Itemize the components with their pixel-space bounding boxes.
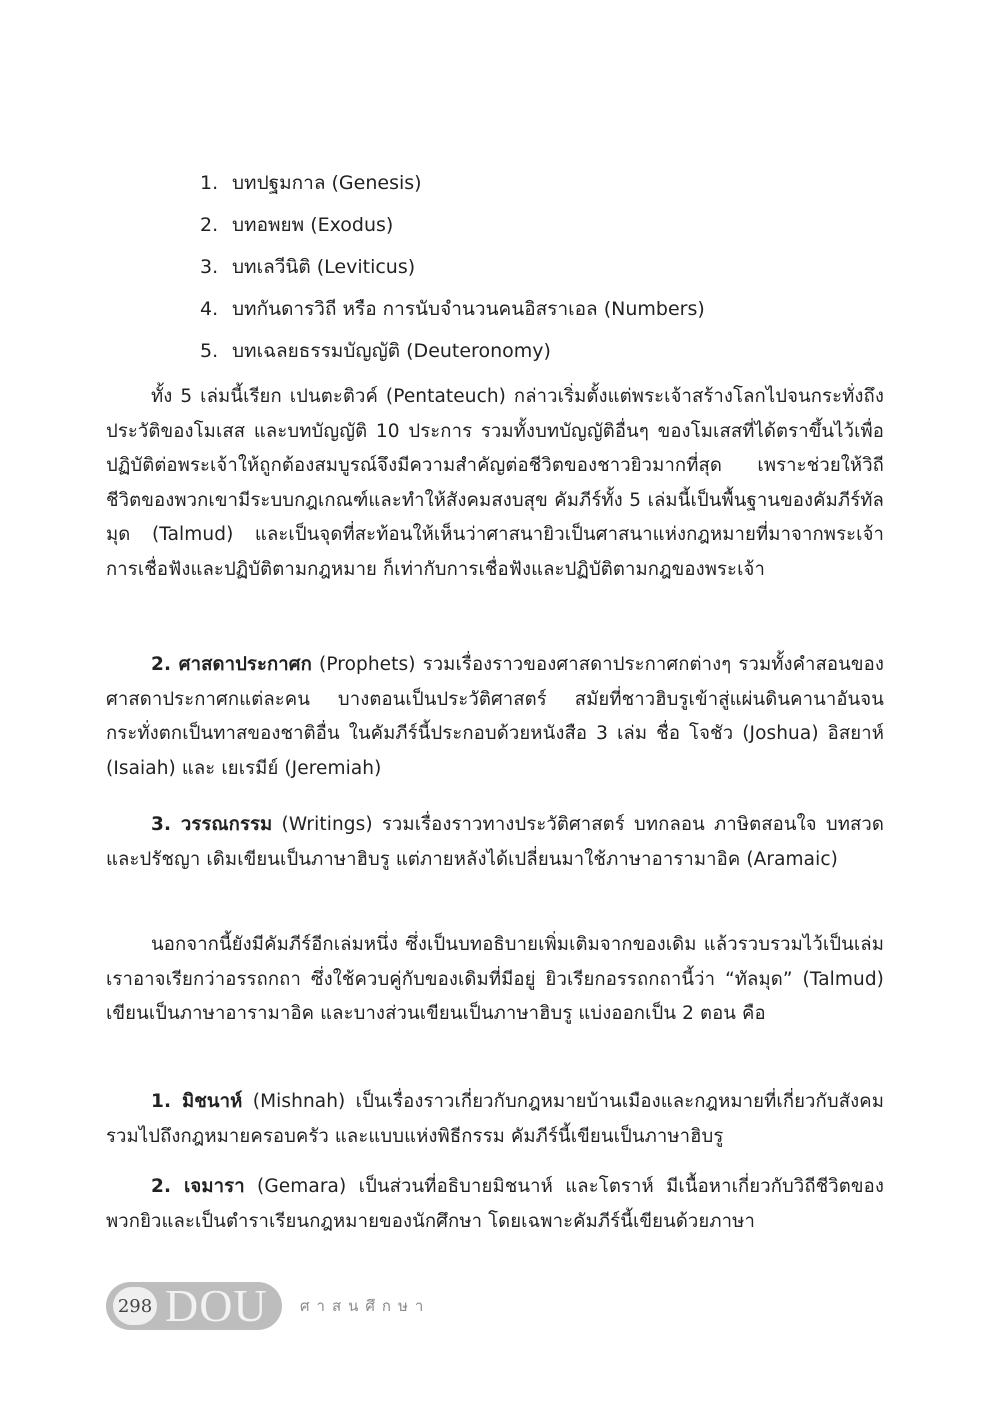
prophets-heading: 2. ศาสดาประกาศก: [151, 654, 312, 675]
gemara-paragraph: 2. เจมารา (Gemara) เป็นส่วนที่อธิบายมิชนาห์ และโตราห์ มีเนื้อหาเกี่ยวกับวิถีชีวิตของพวกยิวและเป็นตำราเรียนกฎหมายของนักศึกษา โดยเฉพาะคัมภีร์นี้เขียนด้วยภาษา: [106, 1176, 884, 1232]
pentateuch-paragraph-block: [106, 380, 884, 587]
list-item: 5. บทเฉลยธรรมบัญญัติ (Deuteronomy): [200, 340, 551, 362]
mishnah-paragraph: 1. มิชนาห์ (Mishnah) เป็นเรื่องราวเกี่ยวกับกฎหมายบ้านเมืองและกฎหมายที่เกี่ยวกับสังคม รวมไปถึงกฎหมายครอบครัว และแบบแห่งพิธีกรรม คัมภีร์นี้เขียนเป็นภาษาฮิบรู: [106, 1091, 884, 1147]
writings-paragraph-block: [106, 808, 884, 877]
dou-badge: [106, 1282, 282, 1330]
prophets-paragraph: 2. ศาสดาประกาศก (Prophets) รวมเรื่องราวของศาสดาประกาศกต่างๆ รวมทั้งคำสอนของศาสดาประกาศกแต่ละคน บางตอนเป็นประวัติศาสตร์ สมัยที่ชาวฮิบรูเข้าสู่แผ่นดินคานาอันจนกระทั่งตกเป็นทาสของชาติอื่น ในคัมภีร์นี้ประกอบด้วยหนังสือ 3 เล่ม ชื่อ โจชัว (Joshua) อิสยาห์ (Isaiah) และ เยเรมีย์ (Jeremiah): [106, 654, 884, 779]
list-item: 2. บทอพยพ (Exodus): [200, 214, 394, 236]
writings-heading: 3. วรรณกรรม: [151, 814, 273, 835]
list-item: 1. บทปฐมกาล (Genesis): [200, 172, 422, 194]
gemara-heading: 2. เจมารา: [151, 1176, 245, 1197]
mishnah-paragraph-block: [106, 1085, 884, 1154]
course-name: ศาสนศึกษา: [300, 1297, 431, 1315]
pentateuch-paragraph: ทั้ง 5 เล่มนี้เรียก เปนตะติวค์ (Pentateuch) กล่าวเริ่มตั้งแต่พระเจ้าสร้างโลกไปจนกระทั่งถึงประวัติของโมเสส และบทบัญญัติ 10 ประการ รวมทั้งบทบัญญัติอื่นๆ ของโมเสสที่ได้ตราขึ้นไว้เพื่อปฏิบัติต่อพระเจ้าให้ถูกต้องสมบูรณ์จึงมีความสำคัญต่อชีวิตของชาวยิวมากที่สุด เพราะช่วยให้วิถีชีวิตของพวกเขามีระบบกฎเกณฑ์และทำให้สังคมสงบสุข คัมภีร์ทั้ง 5 เล่มนี้เป็นพื้นฐานของคัมภีร์ทัลมุด (Talmud) และเป็นจุดที่สะท้อนให้เห็นว่าศาสนายิวเป็นศาสนาแห่งกฎหมายที่มาจากพระเจ้า การเชื่อฟังและปฏิบัติตามกฎหมาย ก็เท่ากับการเชื่อฟังและปฏิบัติตามกฎของพระเจ้า: [106, 386, 884, 580]
writings-paragraph: 3. วรรณกรรม (Writings) รวมเรื่องราวทางประวัติศาสตร์ บทกลอน ภาษิตสอนใจ บทสวด และปรัชญา เดิมเขียนเป็นภาษาฮิบรู แต่ภายหลังได้เปลี่ยนมาใช้ภาษาอารามาอิค (Aramaic): [106, 814, 884, 870]
page-number: 298: [113, 1287, 157, 1325]
mishnah-heading: 1. มิชนาห์: [151, 1091, 243, 1112]
page-footer: [106, 1282, 430, 1330]
list-item: 4. บทกันดารวิถี หรือ การนับจำนวนคนอิสราเอล (Numbers): [200, 298, 705, 320]
talmud-paragraph-block: [106, 928, 884, 1032]
dou-logo: DOU: [165, 1280, 268, 1331]
prophets-paragraph-block: [106, 648, 884, 786]
gemara-paragraph-block: [106, 1170, 884, 1239]
pentateuch-book-list: [200, 162, 705, 372]
talmud-paragraph: นอกจากนี้ยังมีคัมภีร์อีกเล่มหนึ่ง ซึ่งเป็นบทอธิบายเพิ่มเติมจากของเดิม แล้วรวบรวมไว้เป็นเล่มเราอาจเรียกว่าอรรถกถา ซึ่งใช้ควบคู่กับของเดิมที่มีอยู่ ยิวเรียกอรรถกถานี้ว่า “ทัลมุด” (Talmud) เขียนเป็นภาษาอารามาอิค และบางส่วนเขียนเป็นภาษาฮิบรู แบ่งออกเป็น 2 ตอน คือ: [106, 934, 884, 1024]
list-item: 3. บทเลวีนิติ (Leviticus): [200, 256, 416, 278]
